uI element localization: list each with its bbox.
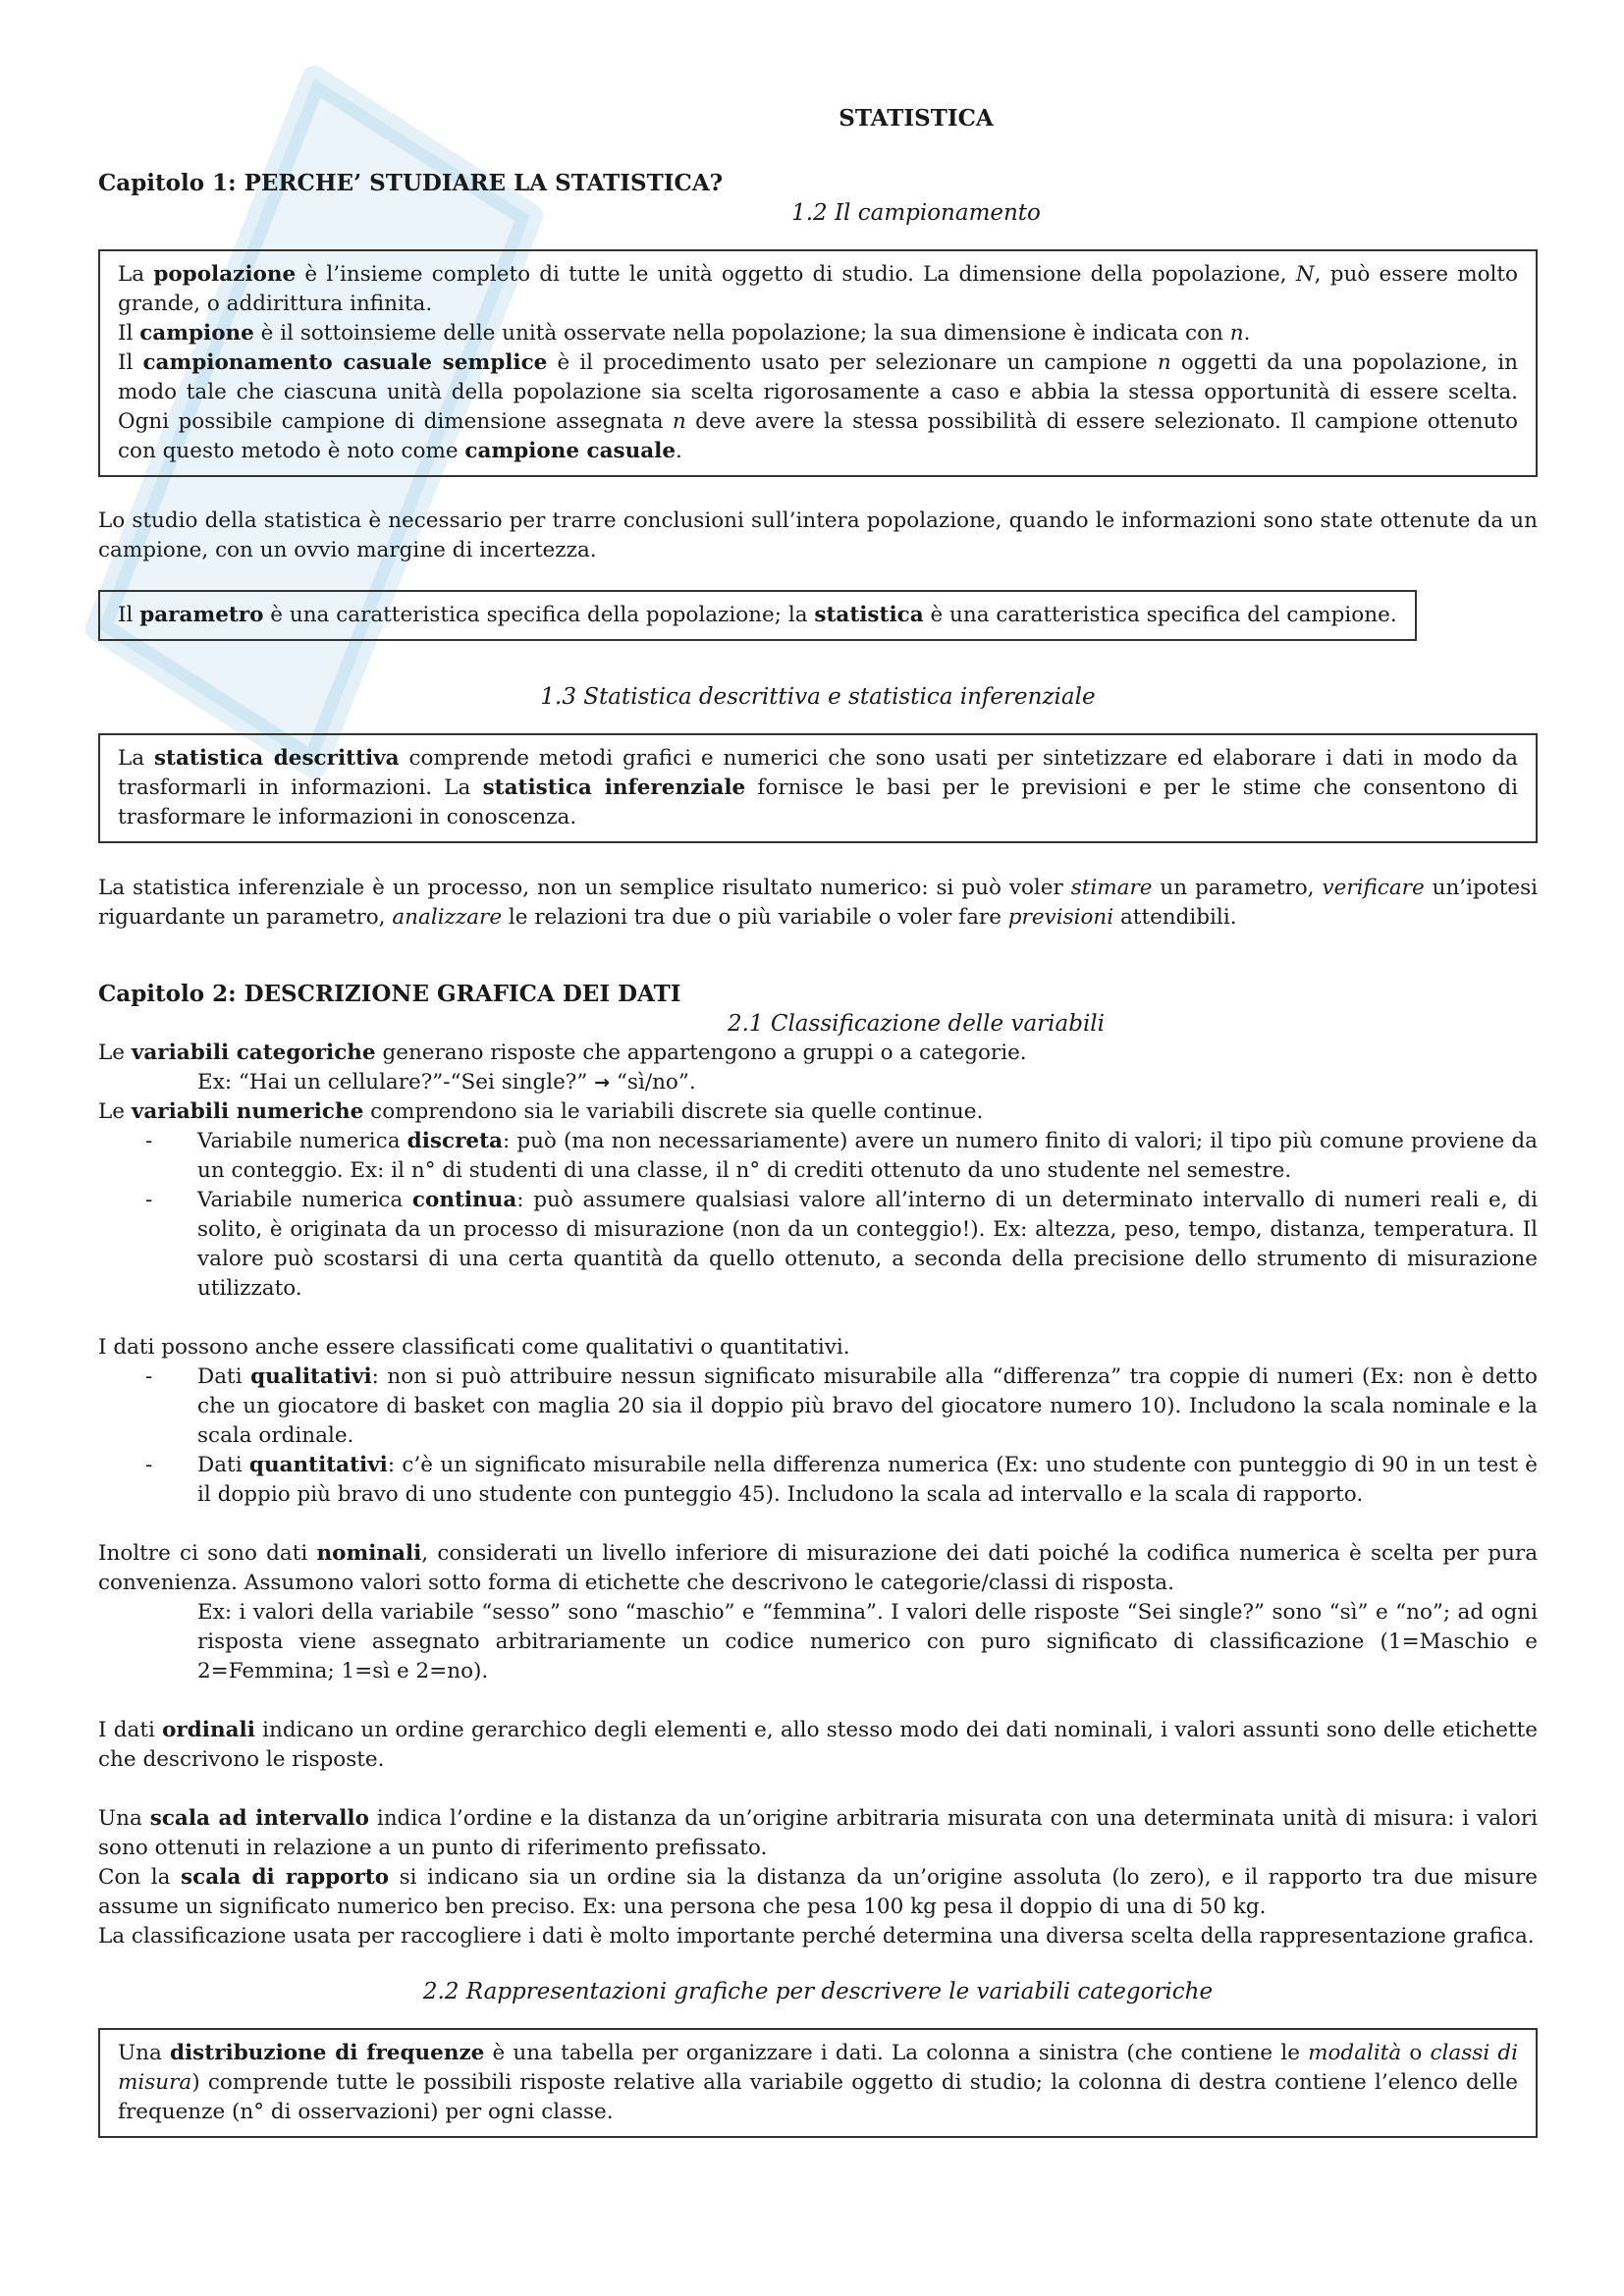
right-arrow-icon: → [594, 1072, 611, 1094]
list-item-discreta: - Variabile numerica discreta: può (ma non necessariamente) avere un numero finito di valori; il tipo più comune proviene da un conteggio. Ex: il n° di studenti di una classe, il n° di crediti ottenuto da uno studente nel semestre. [145, 1129, 1538, 1183]
section-2-1-heading: 2.1 Classificazione delle variabili [727, 1011, 1106, 1037]
paragraph-scala-intervallo: Una scala ad intervallo indica l’ordine e la distanza da un’origine arbitraria misurata con una determinata unità di misura: i valori sono ottenuti in relazione a un punto di riferimento prefissato. [98, 1806, 1538, 1860]
term-statistica-inferenziale: statistica inferenziale [482, 775, 746, 800]
term-statistica: statistica [814, 603, 924, 627]
term-distribuzione-di-frequenze: distribuzione di frequenze [169, 2041, 485, 2065]
section-1-3-heading: 1.3 Statistica descrittiva e statistica inferenziale [540, 684, 1096, 710]
definition-box-parametro: Il parametro è una caratteristica specifica della popolazione; la statistica è una caratteristica specifica del campione. [98, 590, 1417, 641]
paragraph-variabili-numeriche: Le variabili numeriche comprendono sia le variabili discrete sia quelle continue. [98, 1099, 984, 1124]
chapter-2-heading: Capitolo 2: DESCRIZIONE GRAFICA DEI DATI [98, 981, 681, 1007]
section-1-2-heading: 1.2 Il campionamento [791, 200, 1041, 226]
definition-box-popolazione: La popolazione è l’insieme completo di tutte le unità oggetto di studio. La dimensione della popolazione, N, può essere molto grande, o addirittura infinita. Il campione è il sottoinsieme delle unità osservate nella popolazione; la sua dimensione è indicata con n. Il campionamento casuale semplice è il procedimento usato per selezionare un campione n oggetti da una popolazione, in modo tale che ciascuna unità della popolazione sia scelta rigorosamente a caso e abbia la stessa opportunità di essere scelta. Ogni possibile campione di dimensione assegnata n deve avere la stessa possibilità di essere selezionato. Il campione ottenuto con questo metodo è noto come campione casuale. [98, 249, 1538, 477]
chapter-1-heading: Capitolo 1: PERCHE’ STUDIARE LA STATISTICA? [98, 170, 724, 196]
paragraph-classificazione: La classificazione usata per raccogliere i dati è molto importante perché determina una diversa scelta della rappresentazione grafica. [98, 1924, 1535, 1949]
term-statistica-descrittiva: statistica descrittiva [153, 746, 400, 771]
paragraph-dati-ordinali: I dati ordinali indicano un ordine gerarchico degli elementi e, allo stesso modo dei dati nominali, i valori assunti sono delle etichette che descrivono le risposte. [98, 1718, 1538, 1772]
term-parametro: parametro [139, 603, 264, 627]
example-categoriche: Ex: “Hai un cellulare?”-“Sei single?” → “sì/no”. [197, 1070, 696, 1095]
definition-box-distribuzione-frequenze: Una distribuzione di frequenze è una tabella per organizzare i dati. La colonna a sinistra (che contiene le modalità o classi di misura) comprende tutte le possibili risposte relative alla variabile oggetto di studio; la colonna di destra contiene l’elenco delle frequenze (n° di osservazioni) per ogni classe. [98, 2028, 1538, 2138]
paragraph-studio-statistica: Lo studio della statistica è necessario per trarre conclusioni sull’intera popolazione, quando le informazioni sono state ottenute da un campione, con un ovvio margine di incertezza. [98, 508, 1538, 562]
section-2-2-heading: 2.2 Rappresentazioni grafiche per descrivere le variabili categoriche [422, 1979, 1214, 2004]
list-item-qualitativi: - Dati qualitativi: non si può attribuire nessun significato misurabile alla “differenza” tra coppie di numeri (Ex: non è detto che un giocatore di basket con maglia 20 sia il doppio più bravo del giocatore numero 10). Includono la scala nominale e la scala ordinale. [145, 1364, 1538, 1448]
paragraph-dati-nominali: Inoltre ci sono dati nominali, considerati un livello inferiore di misurazione dei dati poiché la codifica numerica è scelta per pura convenienza. Assumono valori sotto forma di etichette che descrivono le categorie/classi di risposta. [98, 1541, 1539, 1595]
example-nominali: Ex: i valori della variabile “sesso” sono “maschio” e “femmina”. I valori delle risposte “Sei single?” sono “sì” e “no”; ad ogni risposta viene assegnato arbitrariamente un codice numerico con puro significato di classificazione (1=Maschio e 2=Femmina; 1=sì e 2=no). [197, 1600, 1538, 1683]
document-title: STATISTICA [839, 105, 994, 132]
paragraph-scala-rapporto: Con la scala di rapporto si indicano sia un ordine sia la distanza da un’origine assoluta (lo zero), e il rapporto tra due misure assume un significato numerico ben preciso. Ex: una persona che pesa 100 kg pesa il doppio di una di 50 kg. [98, 1865, 1538, 1919]
definition-box-statistica-descrittiva: La statistica descrittiva comprende metodi grafici e numerici che sono usati per sintetizzare ed elaborare i dati in modo da trasformarli in informazioni. La statistica inferenziale fornisce le basi per le previsioni e per le stime che consentono di trasformare le informazioni in conoscenza. [98, 733, 1538, 843]
term-campione-casuale: campione casuale [464, 439, 677, 463]
list-item-quantitativi: - Dati quantitativi: c’è un significato misurabile nella differenza numerica (Ex: uno studente con punteggio di 90 in un test è il doppio più bravo di uno studente con punteggio 45). Includono la scala ad intervallo e la scala di rapporto. [145, 1453, 1539, 1507]
paragraph-statistica-inferenziale: La statistica inferenziale è un processo, non un semplice risultato numerico: si può voler stimare un parametro, verificare un’ipotesi riguardante un parametro, analizzare le relazioni tra due o più variabile o voler fare previsioni attendibili. [98, 876, 1538, 930]
term-popolazione: popolazione [153, 262, 297, 287]
term-campione: campione [139, 321, 254, 346]
term-campionamento-casuale-semplice: campionamento casuale semplice [142, 350, 548, 375]
paragraph-variabili-categoriche: Le variabili categoriche generano risposte che appartengono a gruppi o a categorie. [98, 1041, 1027, 1065]
document-content [98, 102, 1538, 2138]
paragraph-qualitativi-quantitativi: I dati possono anche essere classificati come qualitativi o quantitativi. [98, 1335, 850, 1360]
list-item-continua: - Variabile numerica continua: può assumere qualsiasi valore all’interno di un determinato intervallo di numeri reali e, di solito, è originata da un processo di misurazione (non da un conteggio!). Ex: altezza, peso, tempo, distanza, temperatura. Il valore può scostarsi di una certa quantità da quello ottenuto, a seconda della precisione dello strumento di misurazione utilizzato. [145, 1188, 1538, 1301]
